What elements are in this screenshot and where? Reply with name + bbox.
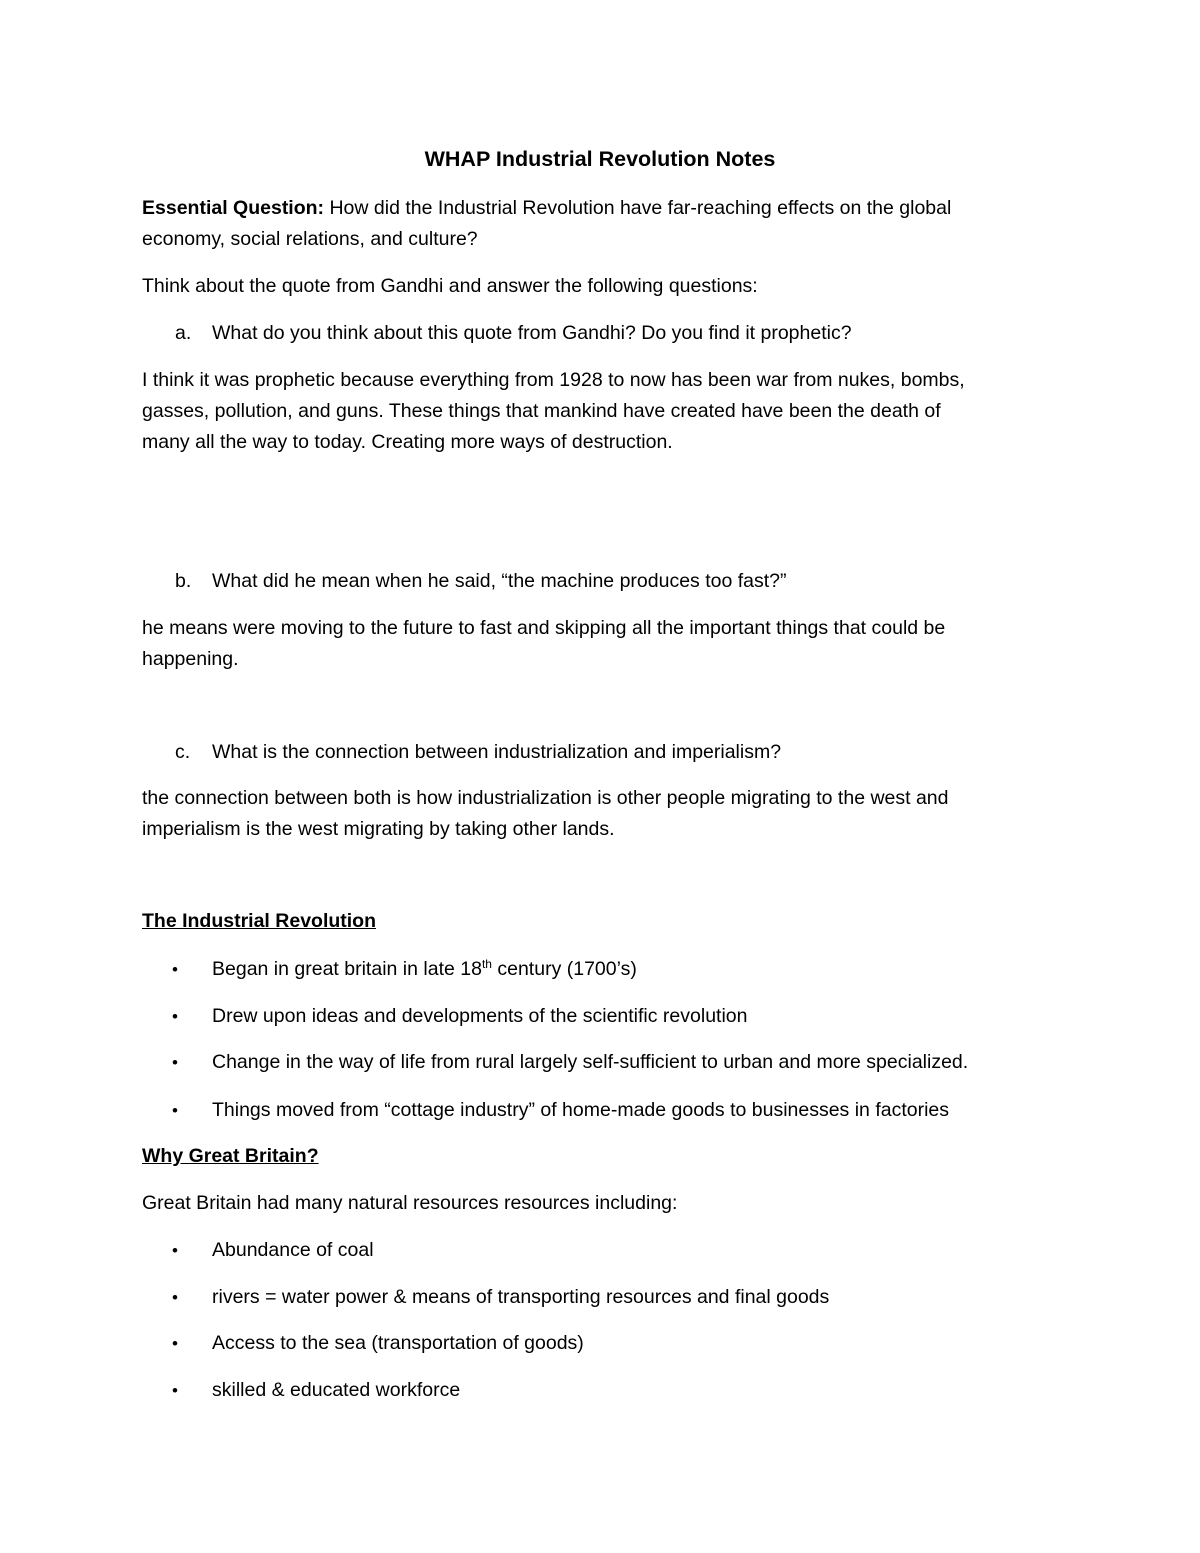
list-item: Change in the way of life from rural largely self-sufficient to urban and more specialized. (212, 1051, 969, 1073)
list-item: Drew upon ideas and developments of the scientific revolution (212, 1005, 748, 1027)
bullet-icon: • (172, 1007, 178, 1026)
bullet-icon: • (172, 1334, 178, 1353)
section-intro-text: Great Britain had many natural resources resources including: (142, 1192, 678, 1214)
list-item: Access to the sea (transportation of goods) (212, 1332, 584, 1354)
section-heading-industrial-revolution: The Industrial Revolution (142, 910, 377, 932)
bullet-icon: • (172, 1241, 178, 1260)
answer-c-line: imperialism is the west migrating by taking other lands. (142, 818, 615, 840)
question-b-marker: b. (175, 570, 192, 592)
answer-a-line: many all the way to today. Creating more ways of destruction. (142, 431, 673, 453)
answer-c-line: the connection between both is how industrialization is other people migrating to the west and (142, 787, 949, 809)
list-item-text: Began in great britain in late 18 (212, 958, 482, 980)
list-item: Things moved from “cottage industry” of home-made goods to businesses in factories (212, 1099, 950, 1121)
bullet-icon: • (172, 1288, 178, 1307)
document-title: WHAP Industrial Revolution Notes (424, 147, 776, 171)
answer-b-line: happening. (142, 648, 239, 670)
bullet-icon: • (172, 960, 178, 979)
essential-question-label: Essential Question: (142, 197, 325, 219)
list-item (212, 954, 637, 985)
list-item: Abundance of coal (212, 1239, 374, 1261)
bullet-icon: • (172, 1053, 178, 1072)
essential-question-text: How did the Industrial Revolution have far-reaching effects on the global (324, 197, 952, 219)
question-a-marker: a. (175, 322, 192, 344)
bullet-icon: • (172, 1381, 178, 1400)
bullet-icon: • (172, 1101, 178, 1120)
answer-a-line: gasses, pollution, and guns. These things that mankind have created have been the death of (142, 400, 941, 422)
answer-a-line: I think it was prophetic because everything from 1928 to now has been war from nukes, bombs, (142, 369, 965, 391)
instruction-text: Think about the quote from Gandhi and answer the following questions: (142, 275, 758, 297)
list-item: rivers = water power & means of transporting resources and final goods (212, 1286, 830, 1308)
list-item-text: century (1700’s) (491, 958, 637, 980)
section-heading-why-great-britain: Why Great Britain? (142, 1145, 319, 1167)
superscript: th (481, 957, 492, 971)
question-a-text: What do you think about this quote from Gandhi? Do you find it prophetic? (212, 322, 852, 344)
question-b-text: What did he mean when he said, “the machine produces too fast?” (212, 570, 787, 592)
question-c-marker: c. (175, 741, 191, 763)
list-item: skilled & educated workforce (212, 1379, 461, 1401)
essential-question-continued: economy, social relations, and culture? (142, 228, 478, 250)
question-c-text: What is the connection between industrialization and imperialism? (212, 741, 782, 763)
answer-b-line: he means were moving to the future to fast and skipping all the important things that could be (142, 617, 946, 639)
essential-question (142, 193, 951, 224)
